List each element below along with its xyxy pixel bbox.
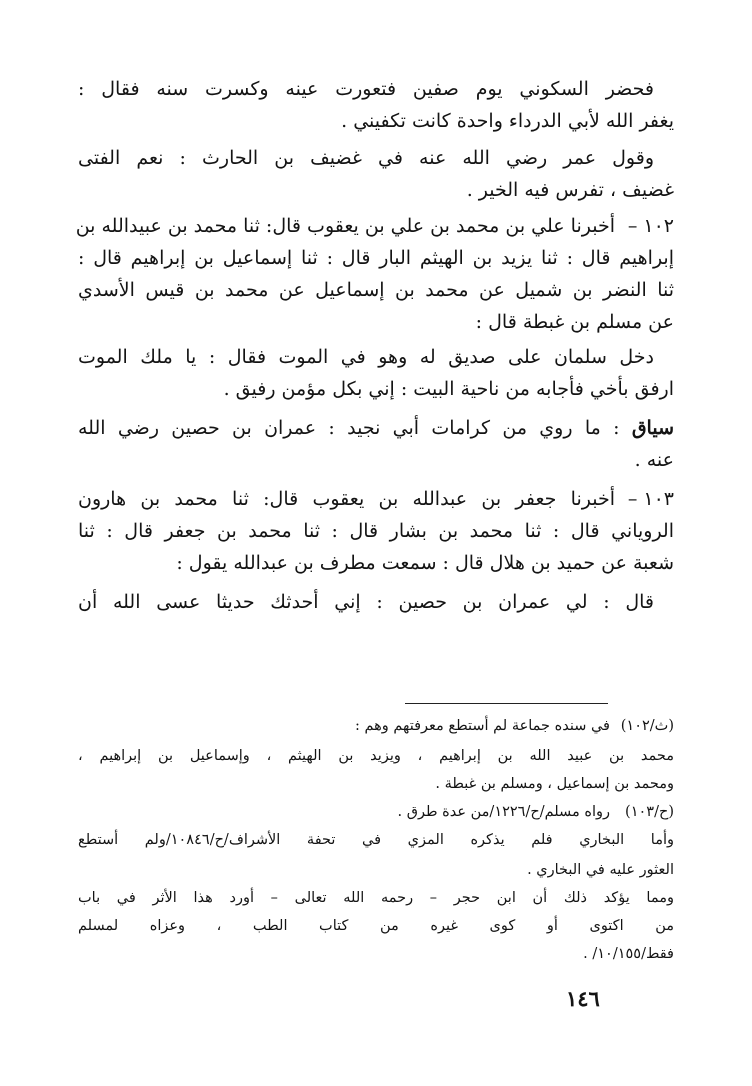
footnote-103-line-1: رواه مسلم/ح/١٢٢٦/من عدة طرق .: [397, 804, 610, 820]
footnote-103-line-4: ومما يؤكد ذلك أن ابن حجر – رحمه الله تعالى – أورد هذا الأثر في باب: [78, 890, 674, 906]
footnote-102-ref: (ث/١٠٢): [620, 718, 674, 734]
footnote-103-line-3: العثور عليه في البخاري .: [527, 862, 674, 878]
item-102-number: ١٠٢ –: [627, 215, 674, 237]
footnote-102-line-1: في سنده جماعة لم أستطع معرفتهم وهم :: [354, 718, 610, 734]
item-103-line-3: شعبة عن حميد بن هلال قال : سمعت مطرف بن عبدالله يقول :: [176, 552, 674, 574]
p1-line-1: فحضر السكوني يوم صفين فتعورت عينه وكسرت سنه فقال :: [78, 78, 654, 100]
footnote-103-line-5: من اكتوى أو كوى غيره من كتاب الطب ، وعزاه لمسلم: [78, 918, 674, 934]
item-102-line-1: أخبرنا علي بن محمد بن علي بن يعقوب قال: ثنا محمد بن عبيدالله بن: [75, 215, 615, 237]
item-103-text-line: قال : لي عمران بن حصين : إني أحدثك حديثا عسى الله أن: [78, 591, 654, 613]
footnote-103-line-6: فقط/١٠/١٥٥/ .: [583, 946, 674, 962]
item-103-line-1: أخبرنا جعفر بن عبدالله بن يعقوب قال: ثنا محمد بن هارون: [78, 488, 615, 510]
siyaq-line-2: عنه .: [634, 449, 674, 471]
page-number: ١٤٦: [566, 986, 600, 1011]
footnote-separator: [405, 703, 608, 704]
item-103-line-2: الروياني قال : ثنا محمد بن بشار قال : ثنا محمد بن جعفر قال : ثنا: [78, 520, 674, 542]
item-103-number: ١٠٣ –: [627, 488, 674, 510]
item-102-line-3: ثنا النضر بن شميل عن محمد بن إسماعيل عن محمد بن قيس الأسدي: [78, 279, 674, 301]
item-102-text-line-2: ارفق بأخي فأجابه من ناحية البيت : إني بكل مؤمن رفيق .: [223, 378, 674, 400]
item-102-text-line-1: دخل سلمان على صديق له وهو في الموت فقال : يا ملك الموت: [78, 346, 654, 368]
footnote-103-ref: (ح/١٠٣): [625, 804, 674, 820]
item-102-line-4: عن مسلم بن غبطة قال :: [475, 311, 674, 333]
p1-line-2: يغفر الله لأبي الدرداء واحدة كانت تكفيني .: [341, 110, 674, 132]
footnote-102-line-3: ومحمد بن إسماعيل ، ومسلم بن غبطة .: [435, 776, 674, 792]
footnote-102-line-2: محمد بن عبيد الله بن إبراهيم ، ويزيد بن الهيثم ، وإسماعيل بن إبراهيم ،: [78, 748, 674, 764]
siyaq-label: سياق: [631, 417, 674, 439]
siyaq-text: : ما روي من كرامات أبي نجيد : عمران بن حصين رضي الله: [78, 417, 632, 439]
footnote-103-line-2: وأما البخاري فلم يذكره المزي في تحفة الأشراف/ح/١٠٨٤٦/ولم أستطع: [78, 832, 674, 848]
siyaq-line-1: [78, 413, 674, 445]
p2-line-1: وقول عمر رضي الله عنه في غضيف بن الحارث : نعم الفتى: [78, 147, 654, 169]
item-102-line-2: إبراهيم قال : ثنا يزيد بن الهيثم البار قال : ثنا إسماعيل بن إبراهيم قال :: [78, 247, 674, 269]
p2-line-2: غضيف ، تفرس فيه الخير .: [466, 179, 674, 201]
